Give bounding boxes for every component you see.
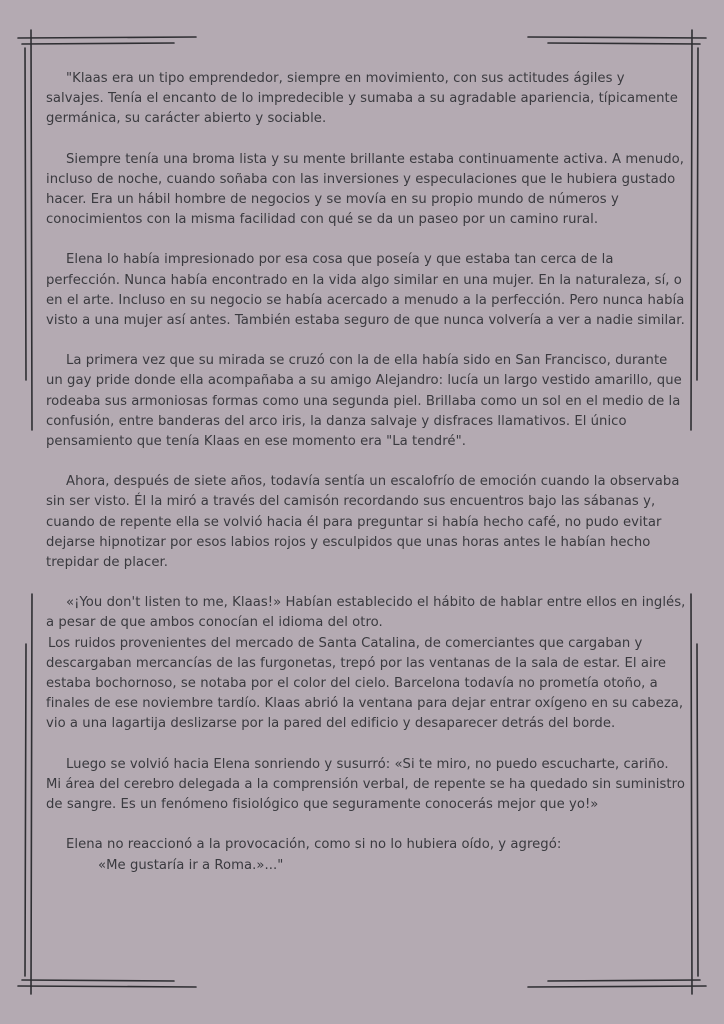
paragraph-6: «¡You don't listen to me, Klaas!» Habían establecido el hábito de hablar entre ellos en inglés, a pesar de que ambos conocían el idioma del otro. bbox=[46, 595, 686, 631]
paragraph-1: "Klaas era un tipo emprendedor, siempre en movimiento, con sus actitudes ágiles y salvajes. Tenía el encanto de lo impredecible y sumaba a su agradable apariencia, típicamente germánica, su carácter abierto y sociable. bbox=[46, 71, 678, 127]
paragraph-4: La primera vez que su mirada se cruzó con la de ella había sido en San Francisco, durante un gay pride donde ella acompañaba a su amigo Alejandro: lucía un largo vestido amarillo, que rodeaba sus armoniosas formas como una segunda piel. Brillaba como un sol en el medio de la confusión, entre banderas del arco iris, la danza salvaje y disfraces llamativos. El único pensamiento que tenía Klaas en ese momento era "La tendré". bbox=[46, 353, 682, 450]
paragraph-10 bbox=[46, 856, 686, 876]
paragraph-2: Siempre tenía una broma lista y su mente brillante estaba continuamente activa. A menudo, incluso de noche, cuando soñaba con las inversiones y especulaciones que le hubiera gustado hacer. Era un hábil hombre de negocios y se movía en su propio mundo de números y conocimientos con la misma facilidad con qué se da un paseo por un camino rural. bbox=[46, 151, 685, 228]
closing-line: «Me gustaría ir a Roma.»..." bbox=[98, 857, 284, 873]
paragraph-9: Elena no reaccionó a la provocación, como si no lo hubiera oído, y agregó: bbox=[66, 837, 562, 853]
paragraph-7: Los ruidos provenientes del mercado de Santa Catalina, de comerciantes que cargaban y descargaban mercancías de las furgonetas, trepó por las ventanas de la sala de estar. El aire estaba bochornoso, se notaba por el color del cielo. Barcelona todavía no prometía otoño, a finales de ese noviembre tardío. Klaas abrió la ventana para dejar entrar oxígeno en su cabeza, vio a una lagartija deslizarse por la pared del edificio y desaparecer detrás del borde. bbox=[46, 635, 684, 732]
paragraph-8: Luego se volvió hacia Elena sonriendo y susurró: «Si te miro, no puedo escucharte, cariño. Mi área del cerebro delegada a la comprensión verbal, de repente se ha quedado sin suministro de sangre. Es un fenómeno fisiológico que seguramente conocerás mejor que yo!» bbox=[46, 756, 685, 813]
paragraph-3: Elena lo había impresionado por esa cosa que poseía y que estaba tan cerca de la perfección. Nunca había encontrado en la vida algo similar en una mujer. En la naturaleza, sí, o en el arte. Incluso en su negocio se había acercado a menudo a la perfección. Pero nunca había visto a una mujer así antes. También estaba seguro de que nunca volvería a ver a nadie similar. bbox=[46, 252, 685, 329]
story-text bbox=[46, 69, 686, 876]
paragraph-5: Ahora, después de siete años, todavía sentía un escalofrío de emoción cuando la observaba sin ser visto. Él la miró a través del camisón recordando sus encuentros bajo las sábanas y, cuando de repente ella se volvió hacia él para preguntar si había hecho café, no pudo evitar dejarse hipnotizar por esos labios rojos y esculpidos que unas horas antes le habían hecho trepidar de placer. bbox=[46, 474, 680, 571]
